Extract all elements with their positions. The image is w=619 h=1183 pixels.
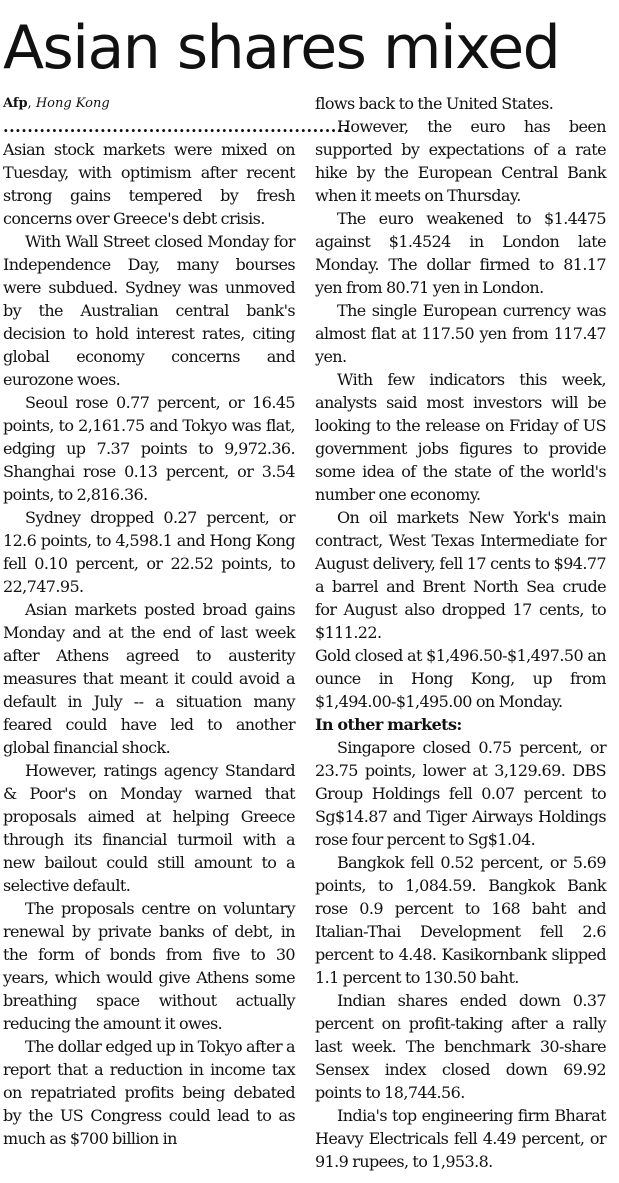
byline-location: Hong Kong xyxy=(35,96,110,111)
subheading-other-markets: In other markets: xyxy=(315,715,462,734)
paragraph: Asian markets posted broad gains Monday and at the end of last week after Athens agreed to austerity measures that meant it could avoid a default in July -- a situation many feared could have led to another global financial shock. xyxy=(3,600,295,757)
article-column-right xyxy=(315,92,606,1173)
paragraph: Sydney dropped 0.27 percent, or 12.6 points, to 4,598.1 and Hong Kong fell 0.10 percent, or 22.52 points, to 22,747.95. xyxy=(3,508,295,596)
paragraph: The dollar edged up in Tokyo after a report that a reduction in income tax on repatriated profits being debated by the US Congress could lead to as much as $700 billion in xyxy=(3,1037,295,1148)
paragraph: Singapore closed 0.75 percent, or 23.75 points, lower at 3,129.69. DBS Group Holdings fell 0.07 percent to Sg$14.87 and Tiger Airways Holdings rose four percent to Sg$1.04. xyxy=(315,738,606,849)
paragraph: Asian stock markets were mixed on Tuesday, with optimism after recent strong gains tempered by fresh concerns over Greece's debt crisis. xyxy=(3,140,295,228)
paragraph: With few indicators this week, analysts said most investors will be looking to the release on Friday of US government jobs figures to provide some idea of the state of the world's number one economy. xyxy=(315,370,606,504)
paragraph: Indian shares ended down 0.37 percent on profit-taking after a rally last week. The benchmark 30-share Sensex index closed down 69.92 points to 18,744.56. xyxy=(315,991,606,1102)
paragraph-gold: Gold closed at $1,496.50-$1,497.50 an ounce in Hong Kong, up from $1,494.00-$1,495.00 on Monday. xyxy=(315,646,606,711)
paragraph: India's top engineering firm Bharat Heavy Electricals fell 4.49 percent, or 91.9 rupees, to 1,953.8. xyxy=(315,1106,606,1171)
paragraph: The proposals centre on voluntary renewal by private banks of debt, in the form of bonds from five to 30 years, which would give Athens some breathing space without actually reducing the amount it owes. xyxy=(3,899,295,1033)
byline: Afp, Hong Kong xyxy=(3,96,110,111)
paragraph: The single European currency was almost flat at 117.50 yen from 117.47 yen. xyxy=(315,301,606,366)
byline-separator: ......................................................... xyxy=(3,117,350,136)
paragraph: On oil markets New York's main contract, West Texas Intermediate for August delivery, fell 17 cents to $94.77 a barrel and Brent North Sea crude for August also dropped 17 cents, to $111.22. xyxy=(315,508,606,642)
article-column-left xyxy=(3,92,350,1150)
headline: Asian shares mixed xyxy=(3,13,560,83)
paragraph: However, the euro has been supported by expectations of a rate hike by the European Central Bank when it meets on Thursday. xyxy=(315,117,606,205)
paragraph-continuation: flows back to the United States. xyxy=(315,94,554,113)
paragraph: With Wall Street closed Monday for Independence Day, many bourses were subdued. Sydney was unmoved by the Australian central bank's decision to hold interest rates, citing global economy concerns and eurozone woes. xyxy=(3,232,295,389)
paragraph: Bangkok fell 0.52 percent, or 5.69 points, to 1,084.59. Bangkok Bank rose 0.9 percent to 168 baht and Italian-Thai Development fell 2.6 percent to 4.48. Kasikornbank slipped 1.1 percent to 130.50 baht. xyxy=(315,853,606,987)
paragraph: Seoul rose 0.77 percent, or 16.45 points, to 2,161.75 and Tokyo was flat, edging up 7.37 points to 9,972.36. Shanghai rose 0.13 percent, or 3.54 points, to 2,816.36. xyxy=(3,393,295,504)
paragraph: However, ratings agency Standard & Poor's on Monday warned that proposals aimed at helping Greece through its financial turmoil with a new bailout could still amount to a selective default. xyxy=(3,761,295,895)
paragraph: The euro weakened to $1.4475 against $1.4524 in London late Monday. The dollar firmed to 81.17 yen from 80.71 yen in London. xyxy=(315,209,606,297)
byline-agency: Afp xyxy=(3,96,28,111)
